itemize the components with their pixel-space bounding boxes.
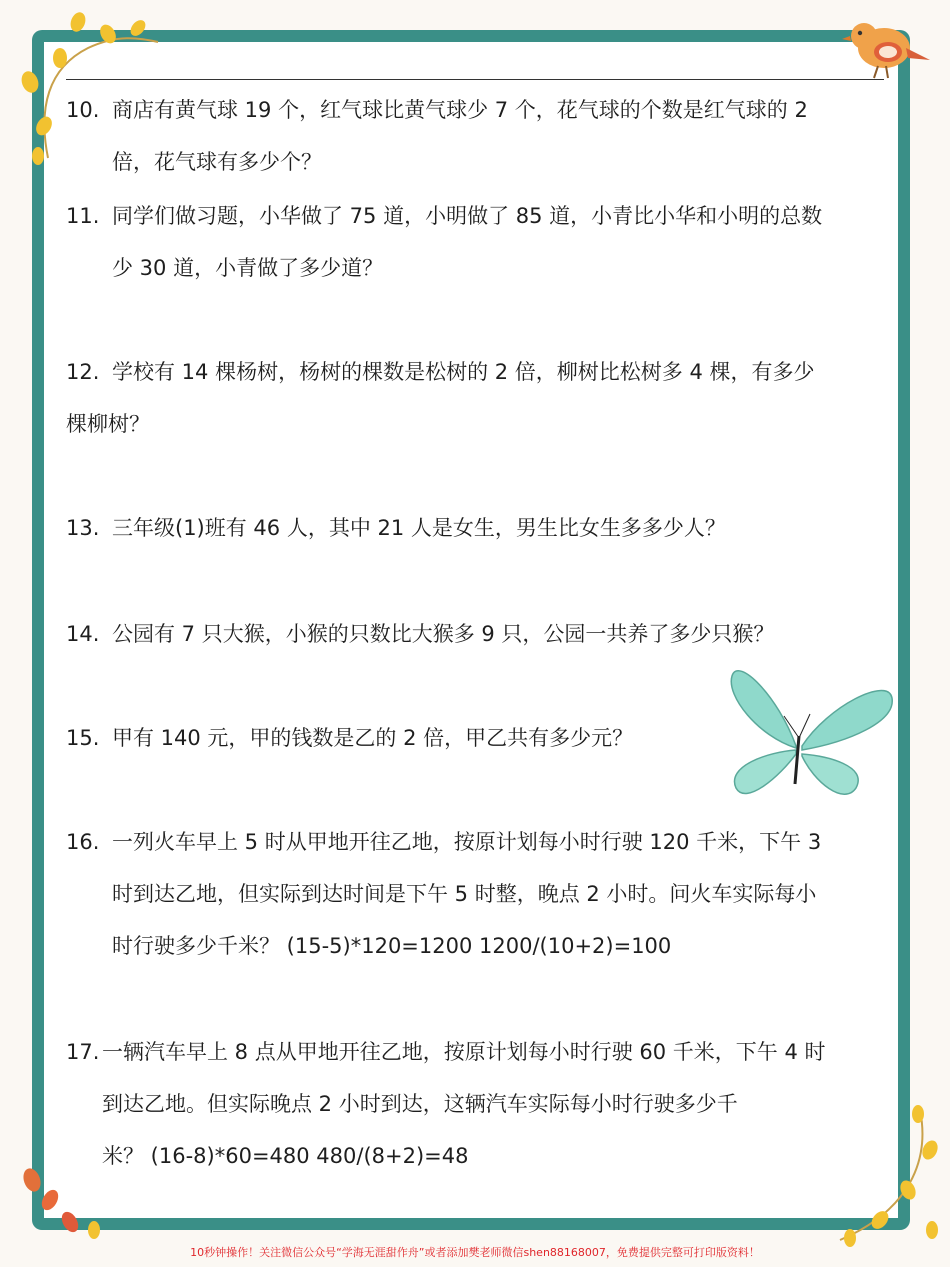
question-number: 16. [66, 830, 100, 854]
question-text: 时行驶多少千米？ (15-5)*120=1200 1200/(10+2)=100 [112, 934, 672, 958]
question-text: 一辆汽车早上 8 点从甲地开往乙地，按原计划每小时行驶 60 千米，下午 4 时 [102, 1040, 826, 1064]
question-number: 11. [66, 204, 100, 228]
question-14 [66, 608, 886, 660]
question-12 [66, 346, 886, 450]
question-text: 棵柳树？ [66, 412, 150, 436]
butterfly-icon [718, 656, 898, 806]
leaf-sprig-icon [10, 1160, 120, 1250]
question-text: 少 30 道，小青做了多少道？ [112, 256, 384, 280]
footer-notice: 10秒钟操作！关注微信公众号“学海无涯甜作舟”或者添加樊老师微信shen88168007，免费提供完整可打印版资料！ [190, 1246, 760, 1259]
question-11 [66, 190, 886, 294]
question-10 [66, 84, 886, 188]
question-number: 14. [66, 622, 100, 646]
question-13 [66, 502, 886, 554]
question-text: 时到达乙地，但实际到达时间是下午 5 时整，晚点 2 小时。问火车实际每小 [112, 882, 817, 906]
question-text: 商店有黄气球 19 个，红气球比黄气球少 7 个，花气球的个数是红气球的 2 [112, 98, 808, 122]
question-text: 学校有 14 棵杨树，杨树的棵数是松树的 2 倍，柳树比松树多 4 棵，有多少 [112, 360, 815, 384]
question-text: 倍，花气球有多少个？ [112, 150, 322, 174]
question-number: 17. [66, 1040, 100, 1064]
question-text: 同学们做习题，小华做了 75 道，小明做了 85 道，小青比小华和小明的总数 [112, 204, 823, 228]
question-text: 公园有 7 只大猴，小猴的只数比大猴多 9 只，公园一共养了多少只猴？ [112, 622, 775, 646]
question-text: 到达乙地。但实际晚点 2 小时到达，这辆汽车实际每小时行驶多少千 [102, 1092, 738, 1116]
question-16 [66, 816, 886, 972]
question-17 [66, 1026, 886, 1182]
question-number: 13. [66, 516, 100, 540]
flower-vine-icon [800, 1100, 950, 1260]
question-text: 甲有 140 元，甲的钱数是乙的 2 倍，甲乙共有多少元？ [112, 726, 634, 750]
question-text: 三年级(1)班有 46 人，其中 21 人是女生，男生比女生多多少人？ [112, 516, 726, 540]
question-number: 10. [66, 98, 100, 122]
flower-vine-icon [8, 8, 168, 168]
top-rule [66, 79, 884, 80]
question-number: 12. [66, 360, 100, 384]
question-text: 一列火车早上 5 时从甲地开往乙地，按原计划每小时行驶 120 千米，下午 3 [112, 830, 822, 854]
question-text: 米？ (16-8)*60=480 480/(8+2)=48 [102, 1144, 469, 1168]
bird-icon [842, 14, 932, 80]
question-number: 15. [66, 726, 100, 750]
